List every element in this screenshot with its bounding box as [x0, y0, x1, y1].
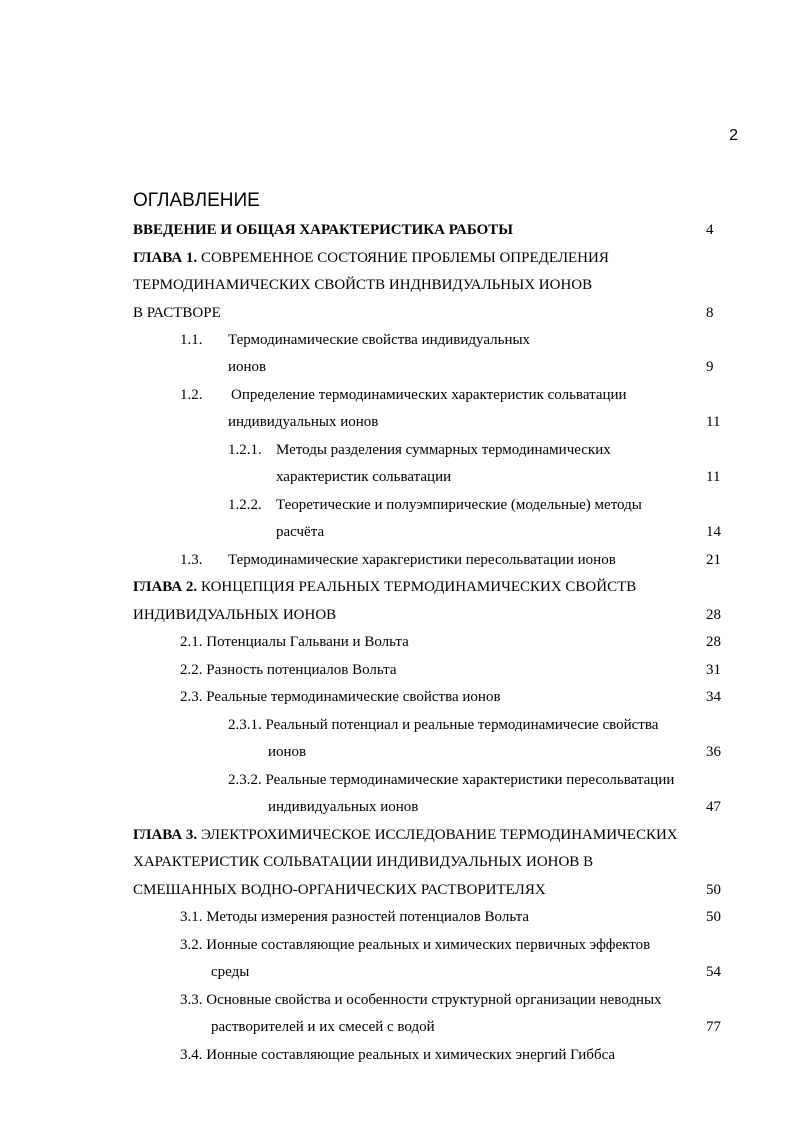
toc-page: 50	[706, 882, 721, 898]
section-title-line: Теоретические и полуэмпирические (модельные) методы	[276, 497, 642, 513]
section-number: 1.3.	[180, 552, 203, 568]
section-title-line: 2.3. Реальные термодинамические свойства ионов	[180, 689, 501, 705]
section-title-line: характеристик сольватации	[276, 469, 452, 485]
toc-page: 14	[706, 524, 721, 540]
toc-section-1-3	[0, 549, 793, 571]
toc-chapter-3	[0, 824, 793, 846]
chapter-title-line: КОНЦЕПЦИЯ РЕАЛЬНЫХ ТЕРМОДИНАМИЧЕСКИХ СВОЙСТВ	[197, 579, 637, 595]
toc-section-1-2	[0, 384, 793, 406]
section-title-line: Термодинамические харакгеристики пересольватации ионов	[228, 552, 616, 568]
toc-section-3-3-line2	[0, 1016, 793, 1038]
toc-page: 54	[706, 964, 721, 980]
toc-page: 21	[706, 552, 721, 568]
toc-section-2-3-2	[0, 769, 793, 791]
toc-section-2-3-1	[0, 714, 793, 736]
toc-section-2-3-2-line2	[0, 796, 793, 818]
toc-page: 34	[706, 689, 721, 705]
toc-page: 28	[706, 634, 721, 650]
toc-section-1-1-line2	[0, 356, 793, 378]
chapter-label: ГЛАВА 1.	[133, 250, 198, 266]
chapter-title-line: СМЕШАННЫХ ВОДНО-ОРГАНИЧЕСКИХ РАСТВОРИТЕЛЯХ	[133, 882, 546, 898]
section-number: 1.2.2.	[228, 497, 262, 513]
toc-chapter-1	[0, 247, 793, 269]
toc-entry-intro-text: ВВЕДЕНИЕ И ОБЩАЯ ХАРАКТЕРИСТИКА РАБОТЫ	[133, 222, 514, 238]
toc-page: 47	[706, 799, 721, 815]
section-number: 1.2.	[180, 387, 203, 403]
section-title-line: 3.2. Ионные составляющие реальных и химических первичных эффектов	[180, 937, 651, 953]
toc-page: 4	[706, 222, 714, 238]
toc-chapter-2-line2	[0, 604, 793, 626]
section-number: 1.1.	[180, 332, 203, 348]
toc-page: 36	[706, 744, 721, 760]
chapter-label: ГЛАВА 3.	[133, 827, 198, 843]
toc-section-2-2	[0, 659, 793, 681]
toc-section-2-3-1-line2	[0, 741, 793, 763]
section-title-line: 2.2. Разность потенциалов Вольта	[180, 662, 397, 678]
toc-page: 77	[706, 1019, 721, 1035]
toc-section-2-3	[0, 686, 793, 708]
section-title-line: Методы разделения суммарных термодинамических	[276, 442, 611, 458]
toc-page: 11	[706, 414, 721, 430]
toc-section-3-3	[0, 989, 793, 1011]
section-title-line: 3.4. Ионные составляющие реальных и химических энергий Гиббса	[180, 1047, 616, 1063]
section-title-line: расчёта	[276, 524, 325, 540]
section-title-line: 2.1. Потенциалы Гальвани и Вольта	[180, 634, 409, 650]
toc-section-1-2-2-line2	[0, 521, 793, 543]
toc-section-1-2-1-line2	[0, 466, 793, 488]
toc-chapter-1-line2	[0, 274, 793, 296]
toc-page: 50	[706, 909, 721, 925]
toc-section-1-2-1	[0, 439, 793, 461]
toc-chapter-2	[0, 576, 793, 598]
toc-chapter-1-line3	[0, 302, 793, 324]
toc-section-3-2-line2	[0, 961, 793, 983]
toc-section-3-2	[0, 934, 793, 956]
section-title-line: 2.3.1. Реальный потенциал и реальные термодинамичесие свойства	[228, 717, 659, 733]
toc-entry-intro	[0, 219, 793, 241]
chapter-title-line: СОВРЕМЕННОЕ СОСТОЯНИЕ ПРОБЛЕМЫ ОПРЕДЕЛЕНИЯ	[197, 250, 609, 266]
section-title-line: 3.1. Методы измерения разностей потенциалов Вольта	[180, 909, 530, 925]
toc-section-3-4	[0, 1044, 793, 1066]
toc-page: 11	[706, 469, 721, 485]
toc-page: 31	[706, 662, 721, 678]
toc-section-2-1	[0, 631, 793, 653]
section-title-line: ионов	[268, 744, 307, 760]
chapter-title-line: ИНДИВИДУАЛЬНЫХ ИОНОВ	[133, 607, 337, 623]
section-number: 1.2.1.	[228, 442, 262, 458]
section-title-line: индивидуальных ионов	[268, 799, 419, 815]
section-title-line: 2.3.2. Реальные термодинамические характеристики пересольватации	[228, 772, 675, 788]
section-title-line: среды	[211, 964, 250, 980]
section-title-line: ионов	[228, 359, 267, 375]
chapter-title-line: В РАСТВОРЕ	[133, 305, 221, 321]
section-title-line: индивидуальных ионов	[228, 414, 379, 430]
toc-section-1-2-line2	[0, 411, 793, 433]
toc-section-3-1	[0, 906, 793, 928]
toc-page: 8	[706, 305, 714, 321]
section-title-line: растворителей и их смесей с водой	[211, 1019, 435, 1035]
toc-title: ОГЛАВЛЕНИЕ	[133, 190, 260, 211]
chapter-title-line: ХАРАКТЕРИСТИК СОЛЬВАТАЦИИ ИНДИВИДУАЛЬНЫХ ИОНОВ В	[133, 854, 594, 870]
chapter-label: ГЛАВА 2.	[133, 579, 198, 595]
toc-page: 28	[706, 607, 721, 623]
chapter-title-line: ТЕРМОДИНАМИЧЕСКИХ СВОЙСТВ ИНДНВИДУАЛЬНЫХ ИОНОВ	[133, 277, 593, 293]
section-title-line: 3.3. Основные свойства и особенности структурной организации неводных	[180, 992, 662, 1008]
page-number: 2	[729, 127, 738, 144]
toc-chapter-3-line2	[0, 851, 793, 873]
toc-page: 9	[706, 359, 714, 375]
toc-chapter-3-line3	[0, 879, 793, 901]
toc-section-1-1	[0, 329, 793, 351]
toc-section-1-2-2	[0, 494, 793, 516]
section-title-line: Определение термодинамических характеристик сольватации	[231, 387, 627, 403]
chapter-title-line: ЭЛЕКТРОХИМИЧЕСКОЕ ИССЛЕДОВАНИЕ ТЕРМОДИНАМИЧЕСКИХ	[197, 827, 678, 843]
section-title-line: Термодинамические свойства индивидуальных	[228, 332, 531, 348]
